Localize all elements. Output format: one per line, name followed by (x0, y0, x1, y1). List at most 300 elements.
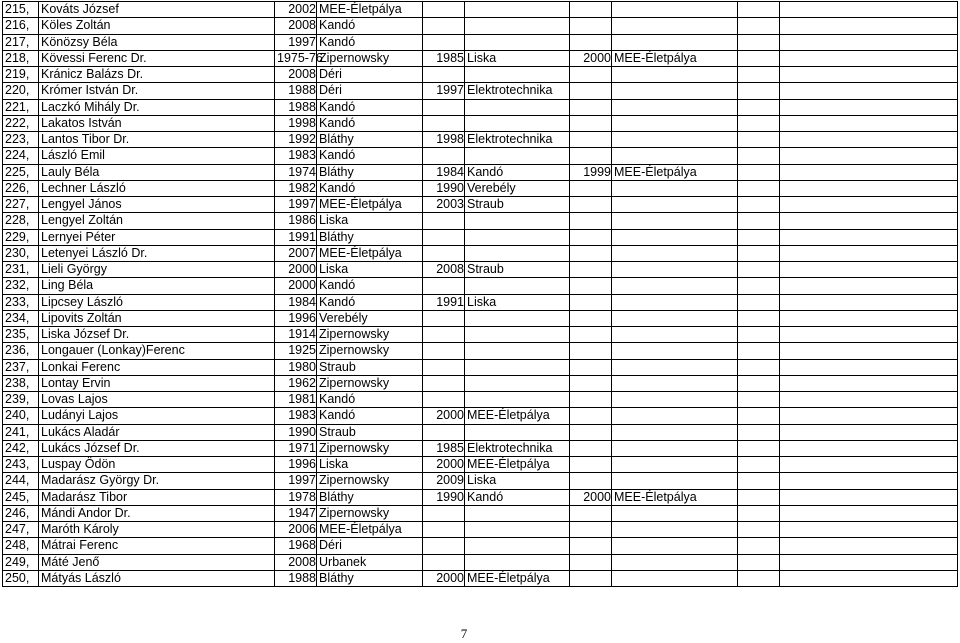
award-year-3 (570, 473, 612, 489)
award-year-3 (570, 197, 612, 213)
person-name: Luspay Ödön (39, 457, 275, 473)
person-name: Lernyei Péter (39, 229, 275, 245)
page-number: 7 (460, 626, 468, 641)
award-prize-3 (612, 34, 738, 50)
award-year-1: 1991 (275, 229, 317, 245)
award-year-1: 1982 (275, 180, 317, 196)
award-prize-4 (780, 132, 958, 148)
award-prize-1: Kandó (317, 408, 423, 424)
award-prize-3 (612, 18, 738, 34)
person-name: Lengyel Zoltán (39, 213, 275, 229)
award-prize-3 (612, 262, 738, 278)
row-number: 236, (3, 343, 39, 359)
award-prize-3 (612, 392, 738, 408)
award-prize-1: Straub (317, 424, 423, 440)
award-prize-4 (780, 294, 958, 310)
award-year-3 (570, 99, 612, 115)
award-prize-2: MEE-Életpálya (465, 570, 570, 586)
row-number: 225, (3, 164, 39, 180)
award-year-1: 2002 (275, 2, 317, 18)
award-prize-3 (612, 197, 738, 213)
row-number: 217, (3, 34, 39, 50)
award-prize-2: Elektrotechnika (465, 83, 570, 99)
award-prize-1: MEE-Életpálya (317, 245, 423, 261)
award-year-2 (423, 538, 465, 554)
row-number: 249, (3, 554, 39, 570)
table-row (3, 327, 958, 343)
award-year-1: 2006 (275, 522, 317, 538)
award-prize-2 (465, 505, 570, 521)
award-year-2 (423, 115, 465, 131)
award-prize-1: Urbanek (317, 554, 423, 570)
row-number: 237, (3, 359, 39, 375)
award-year-2 (423, 505, 465, 521)
award-year-1: 1968 (275, 538, 317, 554)
row-number: 244, (3, 473, 39, 489)
award-year-4 (738, 83, 780, 99)
award-prize-2: Straub (465, 197, 570, 213)
award-prize-4 (780, 570, 958, 586)
person-name: Ling Béla (39, 278, 275, 294)
award-prize-4 (780, 505, 958, 521)
row-number: 250, (3, 570, 39, 586)
person-name: Lipcsey László (39, 294, 275, 310)
award-prize-1: Déri (317, 67, 423, 83)
row-number: 235, (3, 327, 39, 343)
award-prize-2: Elektrotechnika (465, 440, 570, 456)
award-prize-4 (780, 522, 958, 538)
award-prize-1: Kandó (317, 18, 423, 34)
award-year-1: 1997 (275, 197, 317, 213)
award-prize-3 (612, 180, 738, 196)
award-year-1: 1990 (275, 424, 317, 440)
table-row (3, 359, 958, 375)
award-year-1: 1971 (275, 440, 317, 456)
award-year-4 (738, 67, 780, 83)
award-prize-4 (780, 489, 958, 505)
award-year-4 (738, 424, 780, 440)
table-row (3, 392, 958, 408)
table-row (3, 375, 958, 391)
award-year-1: 2008 (275, 18, 317, 34)
award-year-3 (570, 343, 612, 359)
award-year-1: 1983 (275, 148, 317, 164)
award-year-4 (738, 294, 780, 310)
row-number: 242, (3, 440, 39, 456)
award-prize-2 (465, 375, 570, 391)
row-number: 224, (3, 148, 39, 164)
award-prize-3 (612, 538, 738, 554)
person-name: Mátyás László (39, 570, 275, 586)
award-prize-3 (612, 359, 738, 375)
table-row (3, 278, 958, 294)
award-prize-4 (780, 473, 958, 489)
person-name: Lipovits Zoltán (39, 310, 275, 326)
award-year-3 (570, 457, 612, 473)
award-year-2 (423, 522, 465, 538)
award-year-3 (570, 392, 612, 408)
award-year-4 (738, 99, 780, 115)
award-year-4 (738, 148, 780, 164)
row-number: 216, (3, 18, 39, 34)
award-prize-4 (780, 408, 958, 424)
award-prize-1: Zipernowsky (317, 50, 423, 66)
award-prize-2: MEE-Életpálya (465, 408, 570, 424)
row-number: 220, (3, 83, 39, 99)
award-prize-1: Bláthy (317, 570, 423, 586)
table-row (3, 50, 958, 66)
award-year-4 (738, 115, 780, 131)
award-year-4 (738, 164, 780, 180)
table-row (3, 310, 958, 326)
award-prize-3 (612, 343, 738, 359)
award-prize-1: Kandó (317, 294, 423, 310)
award-year-1: 1996 (275, 310, 317, 326)
award-prize-3 (612, 310, 738, 326)
award-year-4 (738, 440, 780, 456)
award-year-3 (570, 245, 612, 261)
award-year-4 (738, 489, 780, 505)
table-row (3, 132, 958, 148)
award-prize-4 (780, 164, 958, 180)
award-prize-3 (612, 457, 738, 473)
award-prize-1: Zipernowsky (317, 375, 423, 391)
award-year-3 (570, 310, 612, 326)
award-prize-2 (465, 522, 570, 538)
award-year-1: 1988 (275, 83, 317, 99)
row-number: 239, (3, 392, 39, 408)
award-prize-4 (780, 99, 958, 115)
award-year-1: 1988 (275, 99, 317, 115)
award-year-2: 1990 (423, 180, 465, 196)
award-year-3 (570, 115, 612, 131)
table-row (3, 148, 958, 164)
award-prize-4 (780, 457, 958, 473)
award-year-1: 1996 (275, 457, 317, 473)
person-name: Mándi Andor Dr. (39, 505, 275, 521)
row-number: 226, (3, 180, 39, 196)
award-prize-3 (612, 408, 738, 424)
award-prize-3: MEE-Életpálya (612, 489, 738, 505)
award-prize-1: Kandó (317, 180, 423, 196)
award-prize-2 (465, 310, 570, 326)
row-number: 222, (3, 115, 39, 131)
person-name: Lukács József Dr. (39, 440, 275, 456)
award-year-1: 1997 (275, 34, 317, 50)
row-number: 234, (3, 310, 39, 326)
table-row (3, 473, 958, 489)
table-row (3, 67, 958, 83)
person-name: Laczkó Mihály Dr. (39, 99, 275, 115)
award-prize-4 (780, 67, 958, 83)
row-number: 221, (3, 99, 39, 115)
award-year-2 (423, 213, 465, 229)
award-year-1: 1975-76 (275, 50, 317, 66)
award-prize-3 (612, 229, 738, 245)
award-prize-1: Zipernowsky (317, 473, 423, 489)
award-year-4 (738, 473, 780, 489)
award-year-3: 2000 (570, 50, 612, 66)
award-prize-3 (612, 570, 738, 586)
award-prize-3 (612, 245, 738, 261)
award-prize-2 (465, 213, 570, 229)
award-prize-3: MEE-Életpálya (612, 50, 738, 66)
person-name: Kránicz Balázs Dr. (39, 67, 275, 83)
row-number: 238, (3, 375, 39, 391)
award-year-4 (738, 2, 780, 18)
award-year-4 (738, 522, 780, 538)
award-prize-3 (612, 132, 738, 148)
award-year-1: 2007 (275, 245, 317, 261)
award-prize-2 (465, 2, 570, 18)
table-row (3, 440, 958, 456)
award-prize-4 (780, 148, 958, 164)
award-prize-4 (780, 180, 958, 196)
award-prize-4 (780, 440, 958, 456)
award-prize-2: Kandó (465, 489, 570, 505)
award-prize-4 (780, 197, 958, 213)
table-row (3, 164, 958, 180)
award-prize-2 (465, 99, 570, 115)
award-year-4 (738, 457, 780, 473)
award-year-4 (738, 18, 780, 34)
person-name: Madarász Tibor (39, 489, 275, 505)
table-row (3, 34, 958, 50)
award-year-3 (570, 375, 612, 391)
award-prize-1: Verebély (317, 310, 423, 326)
award-year-2 (423, 278, 465, 294)
award-year-3 (570, 34, 612, 50)
award-year-1: 1962 (275, 375, 317, 391)
award-prize-4 (780, 392, 958, 408)
row-number: 247, (3, 522, 39, 538)
award-prize-3 (612, 327, 738, 343)
award-year-2 (423, 424, 465, 440)
award-prize-3: MEE-Életpálya (612, 164, 738, 180)
row-number: 240, (3, 408, 39, 424)
award-year-1: 1983 (275, 408, 317, 424)
award-year-1: 1947 (275, 505, 317, 521)
person-name: Madarász György Dr. (39, 473, 275, 489)
award-prize-2: Kandó (465, 164, 570, 180)
award-prize-2 (465, 34, 570, 50)
award-prize-1: Straub (317, 359, 423, 375)
award-year-4 (738, 213, 780, 229)
award-year-3: 1999 (570, 164, 612, 180)
award-year-3 (570, 229, 612, 245)
award-prize-3 (612, 83, 738, 99)
award-year-2: 1991 (423, 294, 465, 310)
award-prize-2 (465, 327, 570, 343)
row-number: 218, (3, 50, 39, 66)
award-year-3 (570, 505, 612, 521)
award-year-1: 1992 (275, 132, 317, 148)
award-prize-4 (780, 554, 958, 570)
award-year-2 (423, 148, 465, 164)
award-prize-2 (465, 538, 570, 554)
award-year-2: 1990 (423, 489, 465, 505)
award-year-1: 1986 (275, 213, 317, 229)
award-year-2 (423, 359, 465, 375)
award-year-2: 2000 (423, 408, 465, 424)
person-name: Liska József Dr. (39, 327, 275, 343)
award-year-1: 1997 (275, 473, 317, 489)
award-prize-4 (780, 375, 958, 391)
award-prize-2 (465, 229, 570, 245)
award-prize-1: MEE-Életpálya (317, 197, 423, 213)
award-prize-4 (780, 310, 958, 326)
table-row (3, 213, 958, 229)
person-name: Letenyei László Dr. (39, 245, 275, 261)
person-name: Lieli György (39, 262, 275, 278)
row-number: 245, (3, 489, 39, 505)
award-prize-2 (465, 359, 570, 375)
award-year-3 (570, 424, 612, 440)
award-year-4 (738, 229, 780, 245)
award-register-body (3, 2, 958, 587)
award-year-4 (738, 343, 780, 359)
award-year-3 (570, 83, 612, 99)
award-year-2: 2009 (423, 473, 465, 489)
award-prize-2: Elektrotechnika (465, 132, 570, 148)
award-prize-3 (612, 115, 738, 131)
award-year-2 (423, 229, 465, 245)
award-year-3 (570, 359, 612, 375)
person-name: Ludányi Lajos (39, 408, 275, 424)
award-prize-2 (465, 67, 570, 83)
award-prize-2: Liska (465, 50, 570, 66)
award-prize-1: Zipernowsky (317, 505, 423, 521)
person-name: Lovas Lajos (39, 392, 275, 408)
row-number: 232, (3, 278, 39, 294)
table-row (3, 408, 958, 424)
award-prize-2 (465, 18, 570, 34)
award-prize-4 (780, 245, 958, 261)
award-prize-3 (612, 505, 738, 521)
award-year-4 (738, 180, 780, 196)
award-prize-1: Bláthy (317, 164, 423, 180)
person-name: Lantos Tibor Dr. (39, 132, 275, 148)
award-register-table (2, 1, 958, 587)
award-year-2: 2000 (423, 457, 465, 473)
person-name: Könözsy Béla (39, 34, 275, 50)
award-prize-4 (780, 34, 958, 50)
award-year-2 (423, 343, 465, 359)
award-year-2 (423, 34, 465, 50)
award-year-4 (738, 310, 780, 326)
award-year-1: 1981 (275, 392, 317, 408)
award-prize-4 (780, 327, 958, 343)
award-prize-2 (465, 424, 570, 440)
award-year-4 (738, 262, 780, 278)
award-prize-3 (612, 2, 738, 18)
award-prize-1: Bláthy (317, 132, 423, 148)
award-prize-3 (612, 424, 738, 440)
award-prize-2 (465, 148, 570, 164)
award-prize-2: MEE-Életpálya (465, 457, 570, 473)
award-prize-1: Kandó (317, 148, 423, 164)
award-prize-1: Zipernowsky (317, 343, 423, 359)
award-prize-4 (780, 538, 958, 554)
award-year-3 (570, 148, 612, 164)
award-prize-4 (780, 262, 958, 278)
table-row (3, 99, 958, 115)
award-year-1: 1998 (275, 115, 317, 131)
award-prize-1: Kandó (317, 99, 423, 115)
table-row (3, 554, 958, 570)
table-row (3, 522, 958, 538)
award-year-2 (423, 375, 465, 391)
person-name: Longauer (Lonkay)Ferenc (39, 343, 275, 359)
award-year-1: 2000 (275, 278, 317, 294)
person-name: László Emil (39, 148, 275, 164)
award-year-2: 1997 (423, 83, 465, 99)
award-prize-2 (465, 245, 570, 261)
person-name: Köles Zoltán (39, 18, 275, 34)
row-number: 241, (3, 424, 39, 440)
award-prize-4 (780, 424, 958, 440)
award-year-2 (423, 2, 465, 18)
award-year-4 (738, 132, 780, 148)
award-year-3 (570, 538, 612, 554)
award-prize-1: Liska (317, 213, 423, 229)
award-year-3 (570, 554, 612, 570)
award-year-3 (570, 408, 612, 424)
award-prize-1: Liska (317, 262, 423, 278)
award-year-4 (738, 34, 780, 50)
row-number: 229, (3, 229, 39, 245)
award-year-1: 1925 (275, 343, 317, 359)
award-prize-3 (612, 99, 738, 115)
award-prize-4 (780, 213, 958, 229)
award-year-3 (570, 262, 612, 278)
award-prize-4 (780, 278, 958, 294)
award-year-4 (738, 505, 780, 521)
award-prize-3 (612, 473, 738, 489)
award-year-1: 1978 (275, 489, 317, 505)
award-prize-4 (780, 343, 958, 359)
award-year-3 (570, 132, 612, 148)
table-row (3, 570, 958, 586)
award-year-2: 2003 (423, 197, 465, 213)
award-prize-2: Liska (465, 294, 570, 310)
person-name: Lakatos István (39, 115, 275, 131)
award-prize-2: Straub (465, 262, 570, 278)
award-prize-3 (612, 522, 738, 538)
table-row (3, 538, 958, 554)
award-year-1: 1980 (275, 359, 317, 375)
award-year-1: 1988 (275, 570, 317, 586)
award-prize-1: Déri (317, 538, 423, 554)
award-year-4 (738, 278, 780, 294)
award-year-4 (738, 359, 780, 375)
award-prize-4 (780, 229, 958, 245)
award-year-4 (738, 392, 780, 408)
person-name: Mátrai Ferenc (39, 538, 275, 554)
award-prize-1: MEE-Életpálya (317, 522, 423, 538)
award-year-2 (423, 99, 465, 115)
award-year-3 (570, 278, 612, 294)
award-year-3 (570, 570, 612, 586)
award-prize-2 (465, 343, 570, 359)
award-prize-4 (780, 18, 958, 34)
row-number: 219, (3, 67, 39, 83)
award-year-3: 2000 (570, 489, 612, 505)
award-year-3 (570, 180, 612, 196)
award-year-4 (738, 245, 780, 261)
award-prize-2: Verebély (465, 180, 570, 196)
award-year-4 (738, 197, 780, 213)
